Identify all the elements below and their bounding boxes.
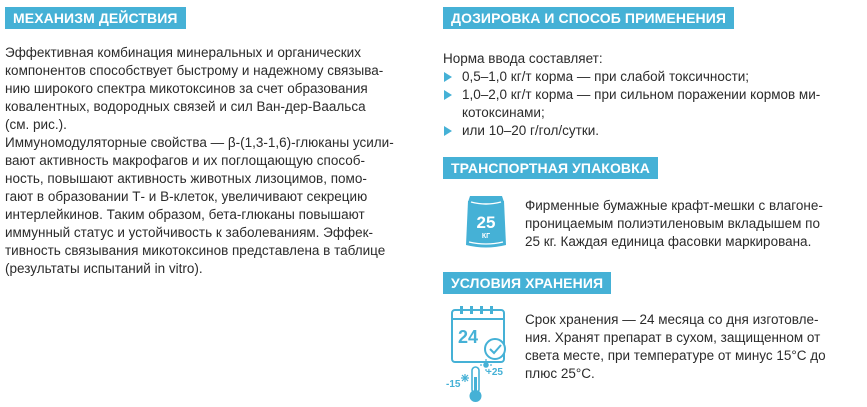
storage-text xyxy=(525,311,863,383)
mechanism-header: МЕХАНИЗМ ДЕЙСТВИЯ xyxy=(5,7,186,29)
text-line: проницаемым полиэтиленовым вкладышем по xyxy=(525,216,820,231)
packaging-header: ТРАНСПОРТНАЯ УПАКОВКА xyxy=(443,157,658,179)
list-item xyxy=(443,122,863,140)
mechanism-text xyxy=(5,44,425,278)
text-line: (см. рис.). xyxy=(5,117,67,132)
text-line: или 10–20 г/гол/сутки. xyxy=(462,123,600,138)
text-line: 25 кг. Каждая единица фасовки маркирована. xyxy=(525,234,812,249)
text-line: 0,5–1,0 кг/т корма — при слабой токсичности; xyxy=(462,69,750,84)
list-item xyxy=(443,68,863,86)
text-line: ковалентных, водородных связей и сил Ван-дер-Ваальса xyxy=(5,99,366,114)
dosage-intro: Норма ввода составляет: xyxy=(443,51,603,66)
text-line: котоксинами; xyxy=(462,105,545,120)
triangle-bullet-icon xyxy=(444,90,452,100)
triangle-bullet-icon xyxy=(444,126,452,136)
bag-number: 25 xyxy=(476,213,496,232)
calendar-thermometer-icon xyxy=(444,305,516,405)
text-line: ность, повышают активность животных лизоцимов, помо- xyxy=(5,171,367,186)
bag-icon xyxy=(462,193,510,251)
text-line: плюс 25°С. xyxy=(525,366,595,381)
temp-max: +25 xyxy=(486,367,503,378)
calendar-number: 24 xyxy=(457,327,479,347)
text-line: вают активность макрофагов и их поглощающую способ- xyxy=(5,153,365,168)
snowflake-icon xyxy=(461,374,469,382)
dosage-list xyxy=(443,68,863,140)
text-line: Фирменные бумажные крафт-мешки с влагоне- xyxy=(525,198,823,213)
list-item xyxy=(443,86,863,122)
text-line: (результаты испытаний in vitro). xyxy=(5,261,203,276)
text-line: Срок хранения — 24 месяца со дня изготовле- xyxy=(525,312,819,327)
temp-min: -15 xyxy=(446,379,461,390)
triangle-bullet-icon xyxy=(444,72,452,82)
packaging-text xyxy=(525,197,863,251)
text-line: нию широкого спектра микотоксинов за счет образования xyxy=(5,81,368,96)
dosage-header: ДОЗИРОВКА И СПОСОБ ПРИМЕНЕНИЯ xyxy=(443,7,734,29)
text-line: компонентов способствует быстрому и надежному связыва- xyxy=(5,63,384,78)
dosage-text xyxy=(443,50,863,140)
text-line: гают в образовании Т- и В-клеток, увеличивают секрецию xyxy=(5,189,368,204)
text-line: иммунный статус и устойчивость к заболеваниям. Эффек- xyxy=(5,225,374,240)
text-line: интерлейкинов. Таким образом, бета-глюканы повышают xyxy=(5,207,365,222)
text-line: света месте, при температуре от минус 15°С до xyxy=(525,348,826,363)
storage-header: УСЛОВИЯ ХРАНЕНИЯ xyxy=(443,272,611,294)
text-line: Иммуномодуляторные свойства — β-(1,3-1,6)-глюканы усили- xyxy=(5,135,394,150)
text-line: 1,0–2,0 кг/т корма — при сильном поражении кормов ми- xyxy=(462,87,821,102)
bag-unit: КГ xyxy=(481,233,491,240)
text-line: ния. Хранят препарат в сухом, защищенном от xyxy=(525,330,821,345)
text-line: Эффективная комбинация минеральных и органических xyxy=(5,45,361,60)
text-line: тивность связывания микотоксинов представлена в таблице xyxy=(5,243,386,258)
